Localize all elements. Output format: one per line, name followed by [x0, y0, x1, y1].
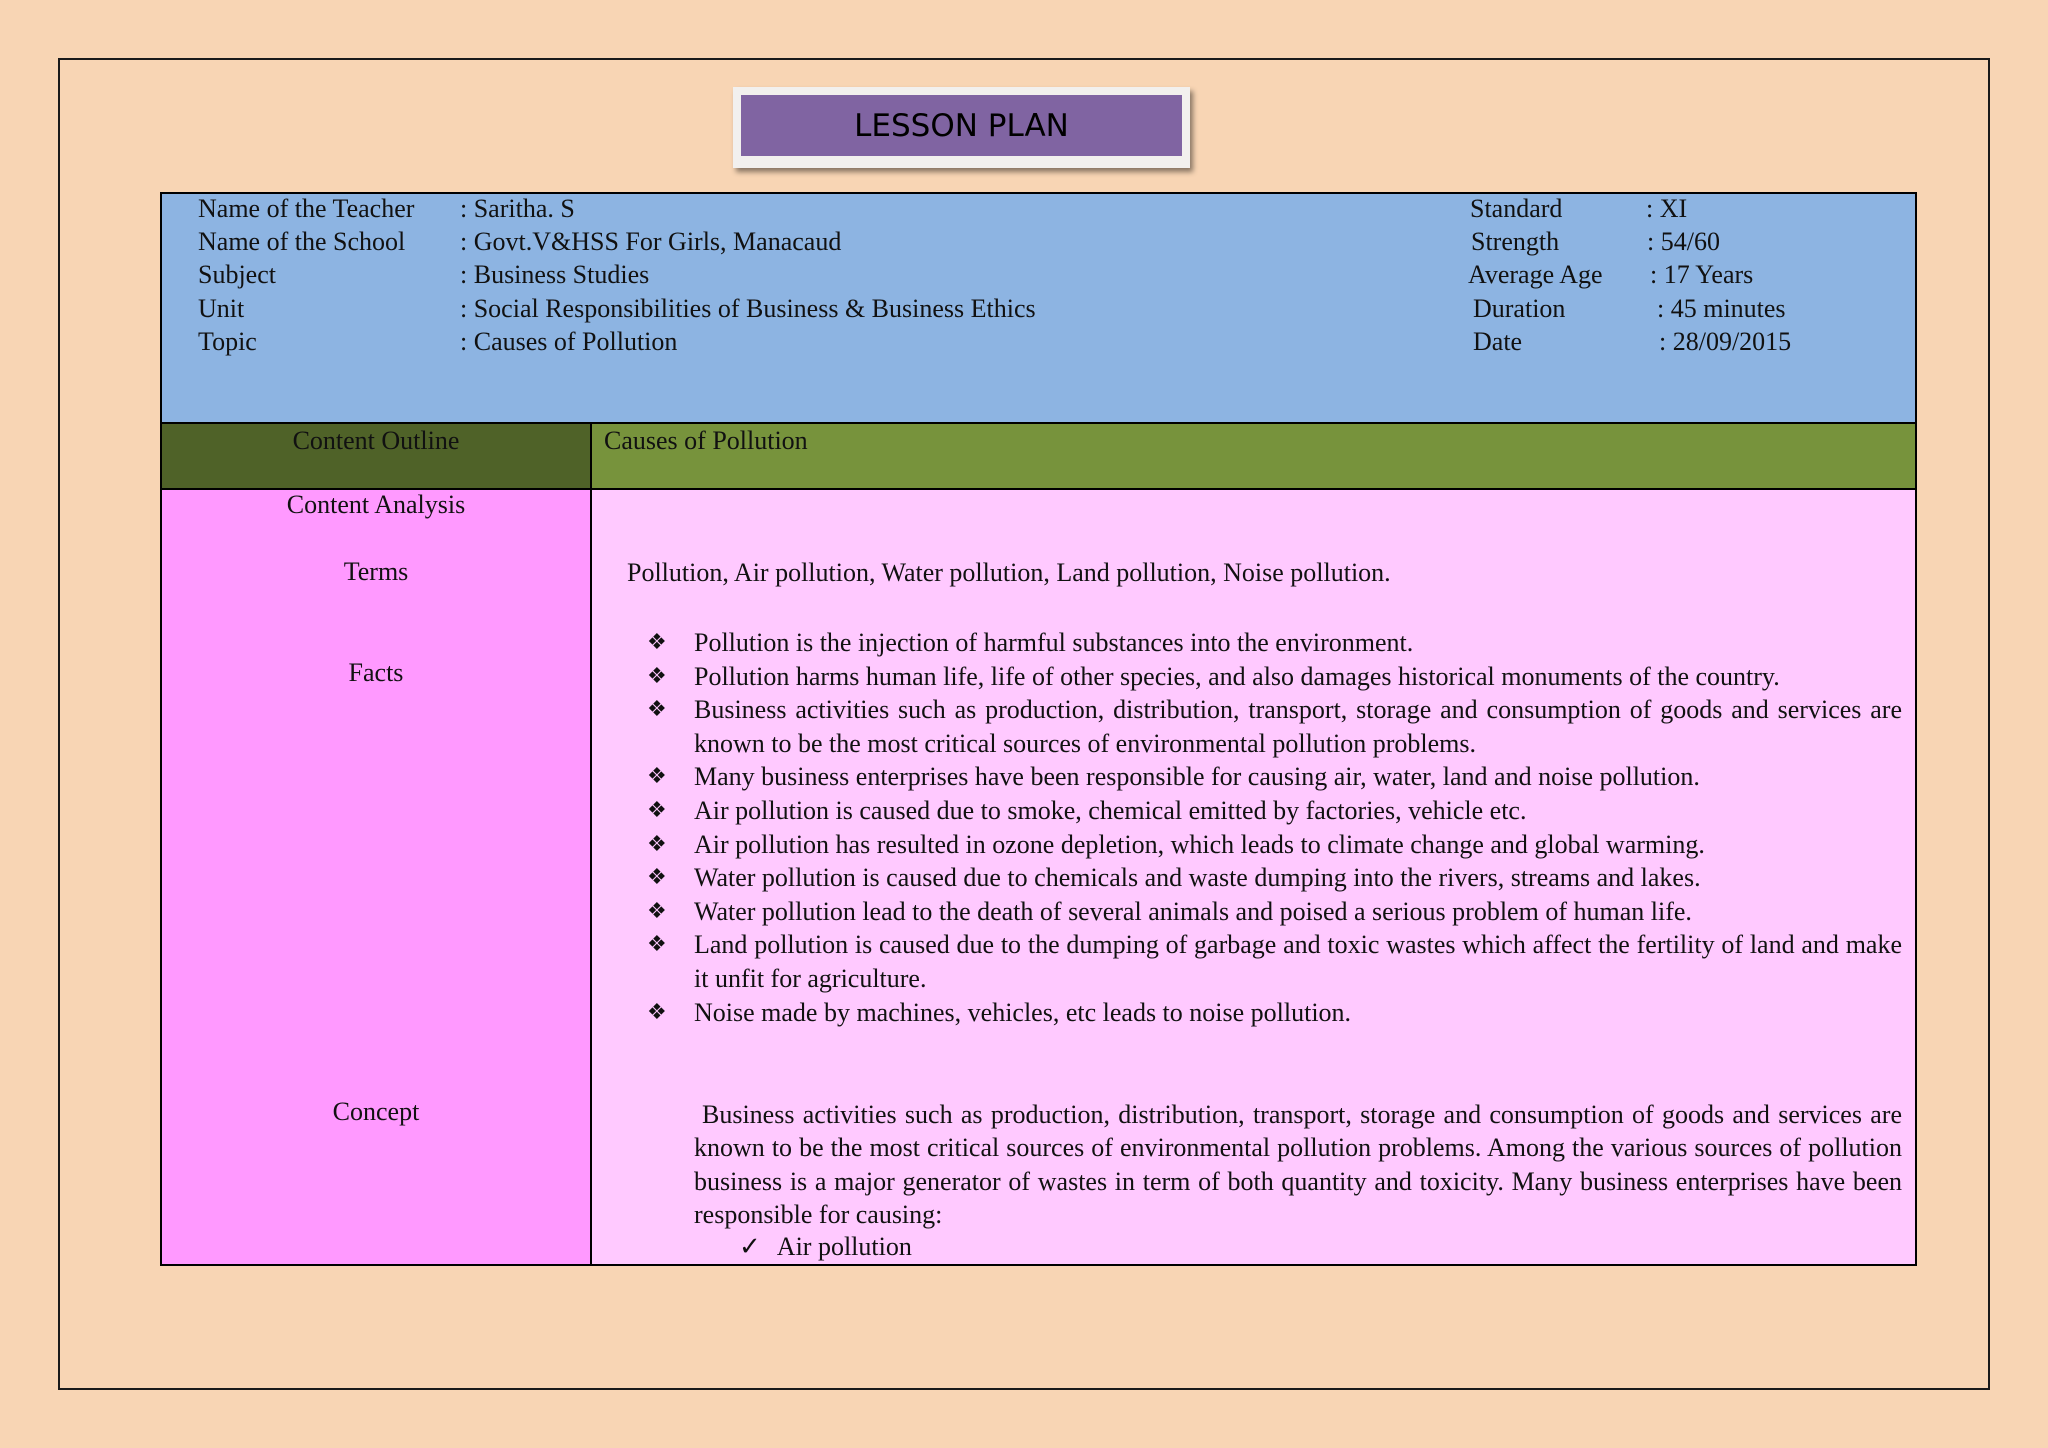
- fact-text: Pollution is the injection of harmful substances into the environment.: [694, 628, 1414, 657]
- info-label: Date: [1473, 327, 1523, 356]
- diamond-bullet-icon: ❖: [647, 630, 667, 655]
- concept-paragraph: Business activities such as production, distribution, transport, storage and consumption of goods and services are known to be the most critical sources of environmental pollution problems. Among the various sources of pollution business is a major generator of wastes in term of both quantity and toxicity. Many business enterprises have been responsible for causing:: [694, 1100, 1902, 1230]
- concept-list-item: [739, 1232, 912, 1262]
- info-label: Average Age: [1468, 260, 1603, 289]
- info-label: Subject: [198, 260, 276, 289]
- diamond-bullet-icon: ❖: [647, 865, 667, 891]
- concept-text: [694, 1098, 1902, 1232]
- info-value: : Govt.V&HSS For Girls, Manacaud: [460, 227, 842, 256]
- diamond-bullet-icon: ❖: [647, 697, 667, 723]
- facts-list: [647, 626, 1902, 1029]
- info-value: : Saritha. S: [460, 194, 575, 223]
- content-outline-label: Content Outline: [160, 422, 592, 490]
- fact-text: Water pollution lead to the death of several animals and poised a serious problem of human life.: [694, 896, 1692, 926]
- info-label: Topic: [198, 327, 257, 356]
- fact-text: Pollution harms human life, life of other species, and also damages historical monuments of the country.: [694, 661, 1780, 691]
- list-item: [647, 626, 1902, 660]
- info-label: Name of the Teacher: [198, 194, 415, 223]
- info-value: : Social Responsibilities of Business & Business Ethics: [460, 294, 1036, 323]
- list-item: [647, 895, 1902, 929]
- fact-text: Land pollution is caused due to the dumping of garbage and toxic wastes which affect the fertility of land and make it unfit for agriculture.: [694, 930, 1902, 993]
- terms-text: Pollution, Air pollution, Water pollution, Land pollution, Noise pollution.: [627, 558, 1391, 587]
- diamond-bullet-icon: ❖: [647, 764, 667, 790]
- diamond-bullet-icon: ❖: [647, 898, 667, 924]
- list-item: [647, 693, 1902, 760]
- diamond-bullet-icon: ❖: [647, 663, 667, 689]
- list-item: [647, 794, 1902, 828]
- fact-text: Many business enterprises have been responsible for causing air, water, land and noise pollution.: [694, 762, 1700, 792]
- info-value: : XI: [1646, 194, 1688, 223]
- list-item: [647, 828, 1902, 862]
- fact-text: Water pollution is caused due to chemicals and waste dumping into the rivers, streams and lakes.: [694, 863, 1701, 893]
- list-item: [647, 760, 1902, 794]
- fact-text: Air pollution has resulted in ozone depletion, which leads to climate change and global warming.: [694, 829, 1705, 859]
- info-value: : 54/60: [1647, 227, 1720, 256]
- diamond-bullet-icon: ❖: [647, 932, 667, 958]
- terms-label: Terms: [343, 557, 409, 586]
- info-value: : Causes of Pollution: [460, 327, 678, 356]
- content-outline-value: Causes of Pollution: [590, 422, 1917, 490]
- info-label: Strength: [1471, 227, 1560, 256]
- title-box: [733, 87, 1190, 168]
- info-label: Unit: [198, 294, 245, 323]
- fact-text: Business activities such as production, distribution, transport, storage and consumption of goods and services are known to be the most critical sources of environmental pollution problems.: [694, 695, 1902, 758]
- facts-label: Facts: [348, 658, 404, 687]
- info-label: Name of the School: [198, 227, 406, 256]
- info-value: : 28/09/2015: [1659, 327, 1792, 356]
- diamond-bullet-icon: ❖: [647, 797, 667, 823]
- info-value: : 45 minutes: [1657, 294, 1786, 323]
- info-label: Duration: [1473, 294, 1566, 323]
- content-analysis-body: [590, 488, 1917, 1266]
- info-value: : Business Studies: [460, 260, 650, 289]
- fact-text: Air pollution is caused due to smoke, chemical emitted by factories, vehicle etc.: [694, 795, 1527, 825]
- info-value: : 17 Years: [1650, 260, 1754, 289]
- list-item: [647, 996, 1902, 1030]
- page-title: LESSON PLAN: [741, 95, 1182, 156]
- list-item: [647, 928, 1902, 995]
- lesson-info-panel: [160, 192, 1917, 424]
- info-label: Standard: [1470, 194, 1563, 223]
- content-analysis-labels: [160, 488, 592, 1266]
- concept-item-text: Air pollution: [776, 1232, 912, 1261]
- diamond-bullet-icon: ❖: [647, 831, 667, 857]
- fact-text: Noise made by machines, vehicles, etc leads to noise pollution.: [694, 997, 1352, 1027]
- list-item: [647, 660, 1902, 694]
- concept-label: Concept: [332, 1097, 420, 1126]
- check-icon: ✓: [739, 1232, 761, 1262]
- content-analysis-header: Content Analysis: [286, 490, 466, 519]
- diamond-bullet-icon: ❖: [647, 999, 667, 1025]
- list-item: [647, 861, 1902, 895]
